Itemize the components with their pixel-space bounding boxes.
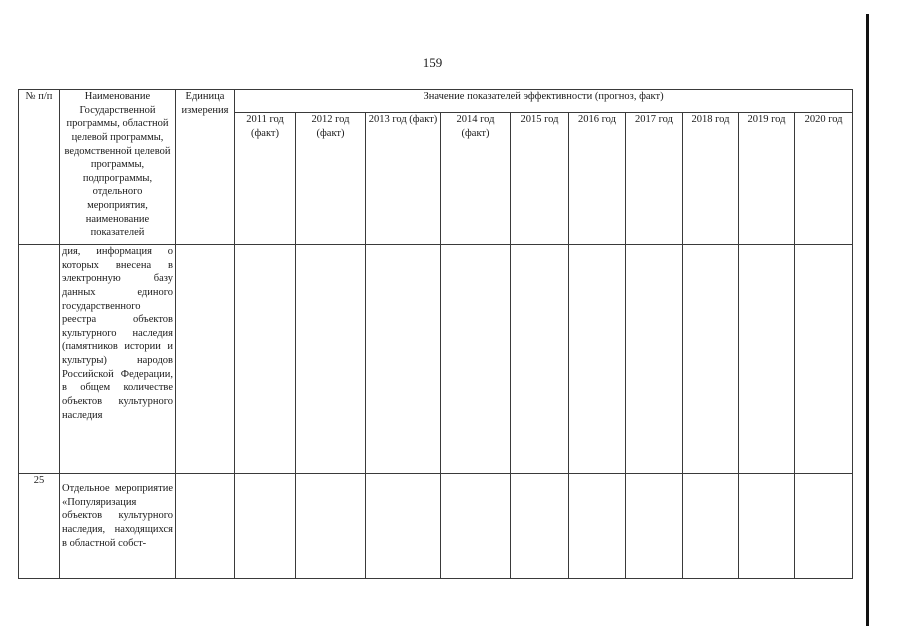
header-name: Наименование Государственной программы, областной целевой программы, ведомственной целевой программы, подпрограммы, отдельного мероприятия, наименование показателей	[60, 90, 176, 245]
header-year-2012: 2012 год (факт)	[296, 113, 366, 245]
row-value-cell	[235, 245, 296, 474]
row-value-cell	[235, 474, 296, 579]
indicators-table	[18, 89, 853, 579]
header-year-2017: 2017 год	[626, 113, 683, 245]
header-year-2014: 2014 год (факт)	[441, 113, 511, 245]
header-year-2013: 2013 год (факт)	[366, 113, 441, 245]
row-value-cell	[569, 474, 626, 579]
row-value-cell	[511, 474, 569, 579]
header-values-group: Значение показателей эффективности (прогноз, факт)	[235, 90, 853, 113]
page-edge-line	[866, 14, 869, 626]
row-name: Отдельное мероприятие «Популяризация объектов культурного наследия, находящихся в областной собст-	[60, 474, 176, 579]
header-year-2016: 2016 год	[569, 113, 626, 245]
row-value-cell	[626, 474, 683, 579]
header-year-2011: 2011 год (факт)	[235, 113, 296, 245]
row-value-cell	[795, 245, 853, 474]
row-value-cell	[683, 474, 739, 579]
row-value-cell	[739, 245, 795, 474]
page-number: 159	[422, 55, 443, 70]
row-value-cell	[296, 245, 366, 474]
row-unit	[176, 245, 235, 474]
row-name: дия, информация о которых внесена в электронную базу данных единого государственного реестра объектов культурного наследия (памятников истории и культуры) народов Российской Федерации, в общем количестве объектов культурного наследия	[60, 245, 176, 474]
row-num	[19, 245, 60, 474]
row-value-cell	[366, 474, 441, 579]
header-num: № п/п	[19, 90, 60, 245]
row-value-cell	[683, 245, 739, 474]
header-year-2015: 2015 год	[511, 113, 569, 245]
row-value-cell	[626, 245, 683, 474]
header-year-2020: 2020 год	[795, 113, 853, 245]
row-value-cell	[296, 474, 366, 579]
row-value-cell	[569, 245, 626, 474]
header-unit: Единица измерения	[176, 90, 235, 245]
row-value-cell	[441, 245, 511, 474]
row-value-cell	[739, 474, 795, 579]
table-row	[19, 474, 853, 579]
header-year-2019: 2019 год	[739, 113, 795, 245]
header-row-1	[19, 90, 853, 113]
row-value-cell	[511, 245, 569, 474]
row-unit	[176, 474, 235, 579]
row-value-cell	[366, 245, 441, 474]
row-value-cell	[441, 474, 511, 579]
row-value-cell	[795, 474, 853, 579]
header-year-2018: 2018 год	[683, 113, 739, 245]
table-row	[19, 245, 853, 474]
row-num: 25	[19, 474, 60, 579]
